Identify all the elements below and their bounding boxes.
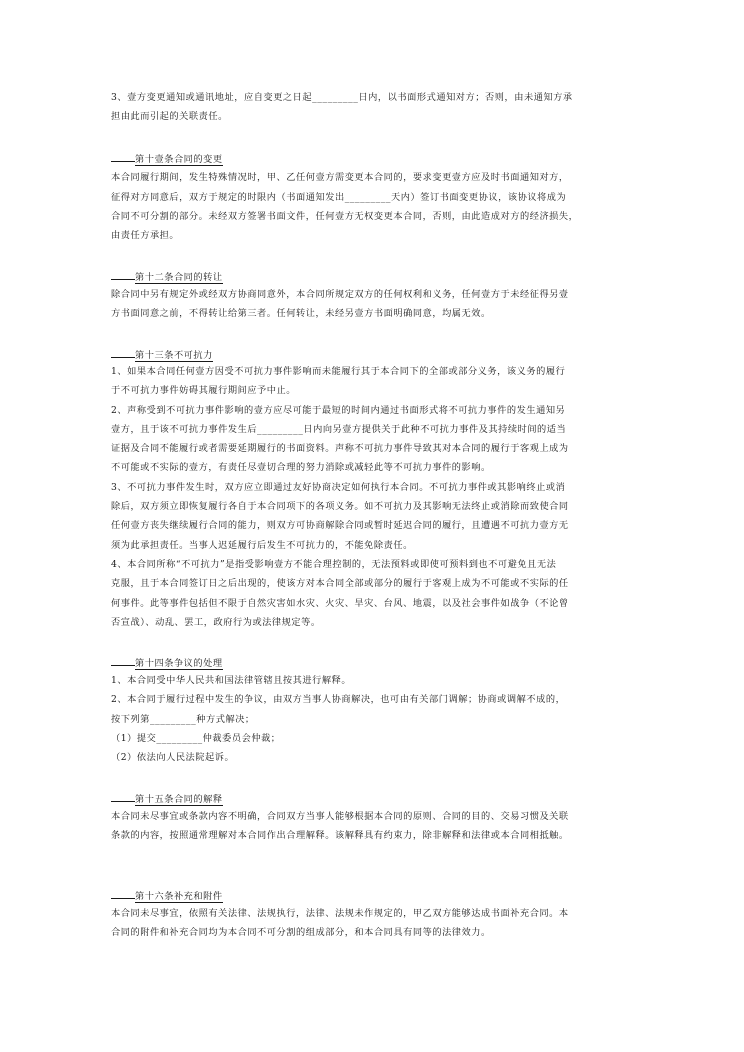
heading-underline [111, 656, 135, 666]
heading-text: 第十二条合同的转让 [135, 272, 223, 283]
text-line: 须为此承担责任。当事人迟延履行后发生不可抗力的，不能免除责任。 [111, 540, 413, 551]
section-heading [111, 152, 651, 166]
heading-underline [111, 270, 135, 280]
section-heading [111, 792, 651, 806]
heading-text: 第十三条不可抗力 [135, 350, 213, 361]
text-line: 1、如果本合同任何壹方因受不可抗力事件影响而未能履行其于本合同下的全部或部分义务，该义务的履行 [111, 366, 566, 377]
text-line: 本合同履行期间，发生特殊情况时，甲、乙任何壹方需变更本合同的，要求变更壹方应及时书面通知对方， [111, 172, 569, 183]
heading-underline [111, 152, 135, 162]
heading-underline [111, 348, 135, 358]
heading-underline [111, 889, 135, 899]
text-line: （2）依法向人民法院起诉。 [111, 752, 235, 763]
text-line: 4、本合同所称“不可抗力”是指受影响壹方不能合理控制的，无法预料或即使可预料到也不可避免且无法 [111, 559, 557, 570]
text-line: 2、声称受到不可抗力事件影响的壹方应尽可能于最短的时间内通过书面形式将不可抗力事件的发生通知另 [111, 405, 566, 416]
text-line: 由责任方承担。 [111, 230, 180, 241]
heading-underline [111, 792, 135, 802]
section-heading [111, 348, 651, 362]
text-line: 合同的附件和补充合同均为本合同不可分割的组成部分，和本合同具有同等的法律效力。 [111, 927, 491, 938]
text-line: 何事件。此等事件包括但不限于自然灾害如水灾、火灾、旱灾、台风、地震，以及社会事件如战争（不论曾 [111, 598, 569, 609]
text-line: 不可能或不实际的壹方，有责任尽壹切合理的努力消除或减轻此等不可抗力事件的影响。 [111, 462, 491, 473]
text-line: 合同不可分割的部分。未经双方签署书面文件，任何壹方无权变更本合同，否则，由此造成对方的经济损失， [111, 211, 579, 222]
text-line: 除合同中另有规定外或经双方协商同意外，本合同所规定双方的任何权利和义务，任何壹方于未经征得另壹 [111, 289, 569, 300]
text-line: 3、不可抗力事件发生时，双方应立即通过友好协商决定如何执行本合同。不可抗力事件或其影响终止或消 [111, 482, 566, 493]
text-line: 本合同未尽事宜或条款内容不明确，合同双方当事人能够根据本合同的原则、合同的目的、交易习惯及关联 [111, 811, 569, 822]
heading-text: 第十六条补充和附件 [135, 891, 223, 902]
text-line: 于不可抗力事件妨碍其履行期间应予中止。 [111, 385, 297, 396]
text-line: 本合同未尽事宜，依照有关法律、法规执行，法律、法规未作规定的，甲乙双方能够达成书面补充合同。本 [111, 908, 569, 919]
text-line: 担由此而引起的关联责任。 [111, 111, 228, 122]
section-heading [111, 270, 651, 284]
text-line: 3、壹方变更通知或通讯地址，应自变更之日起_________日内，以书面形式通知对方；否则，由未通知方承 [111, 92, 573, 103]
text-line: 征得对方同意后，双方于规定的时限内（书面通知发出_________天内）签订书面变更协议，该协议将成为 [111, 192, 567, 203]
text-line: 条款的内容，按照通常理解对本合同作出合理解释。该解释具有约束力，除非解释和法律或本合同相抵触。 [111, 830, 569, 841]
text-line: 任何壹方丧失继续履行合同的能力，则双方可协商解除合同或暂时延迟合同的履行，且遭遇不可抗力壹方无 [111, 520, 569, 531]
heading-text: 第十四条争议的处理 [135, 658, 223, 669]
text-line: 按下列第_________种方式解决； [111, 714, 255, 725]
text-line: 1、本合同受中华人民共和国法律管辖且按其进行解释。 [111, 675, 352, 686]
heading-text: 第十五条合同的解释 [135, 794, 223, 805]
text-line: 除后，双方须立即恢复履行各自于本合同项下的各项义务。如不可抗力及其影响无法终止或消除而致使合同 [111, 501, 569, 512]
text-line: 克服，且于本合同签订日之后出现的，使该方对本合同全部或部分的履行于客观上成为不可能或不实际的任 [111, 578, 569, 589]
text-line: （1）提交_________仲裁委员会仲裁； [111, 733, 281, 744]
text-line: 方书面同意之前，不得转让给第三者。任何转让，未经另壹方书面明确同意，均属无效。 [111, 308, 491, 319]
text-line: 证据及合同不能履行或者需要延期履行的书面资料。声称不可抗力事件导致其对本合同的履行于客观上成为 [111, 443, 569, 454]
section-heading [111, 656, 651, 670]
text-line: 否宣战）、动乱、罢工，政府行为或法律规定等。 [111, 617, 321, 628]
text-line: 壹方，且于该不可抗力事件发生后_________日内向另壹方提供关于此种不可抗力事件及其持续时间的适当 [111, 424, 567, 435]
text-line: 2、本合同于履行过程中发生的争议，由双方当事人协商解决，也可由有关部门调解；协商或调解不成的， [111, 694, 566, 705]
heading-text: 第十壹条合同的变更 [135, 154, 223, 165]
section-heading [111, 889, 651, 903]
